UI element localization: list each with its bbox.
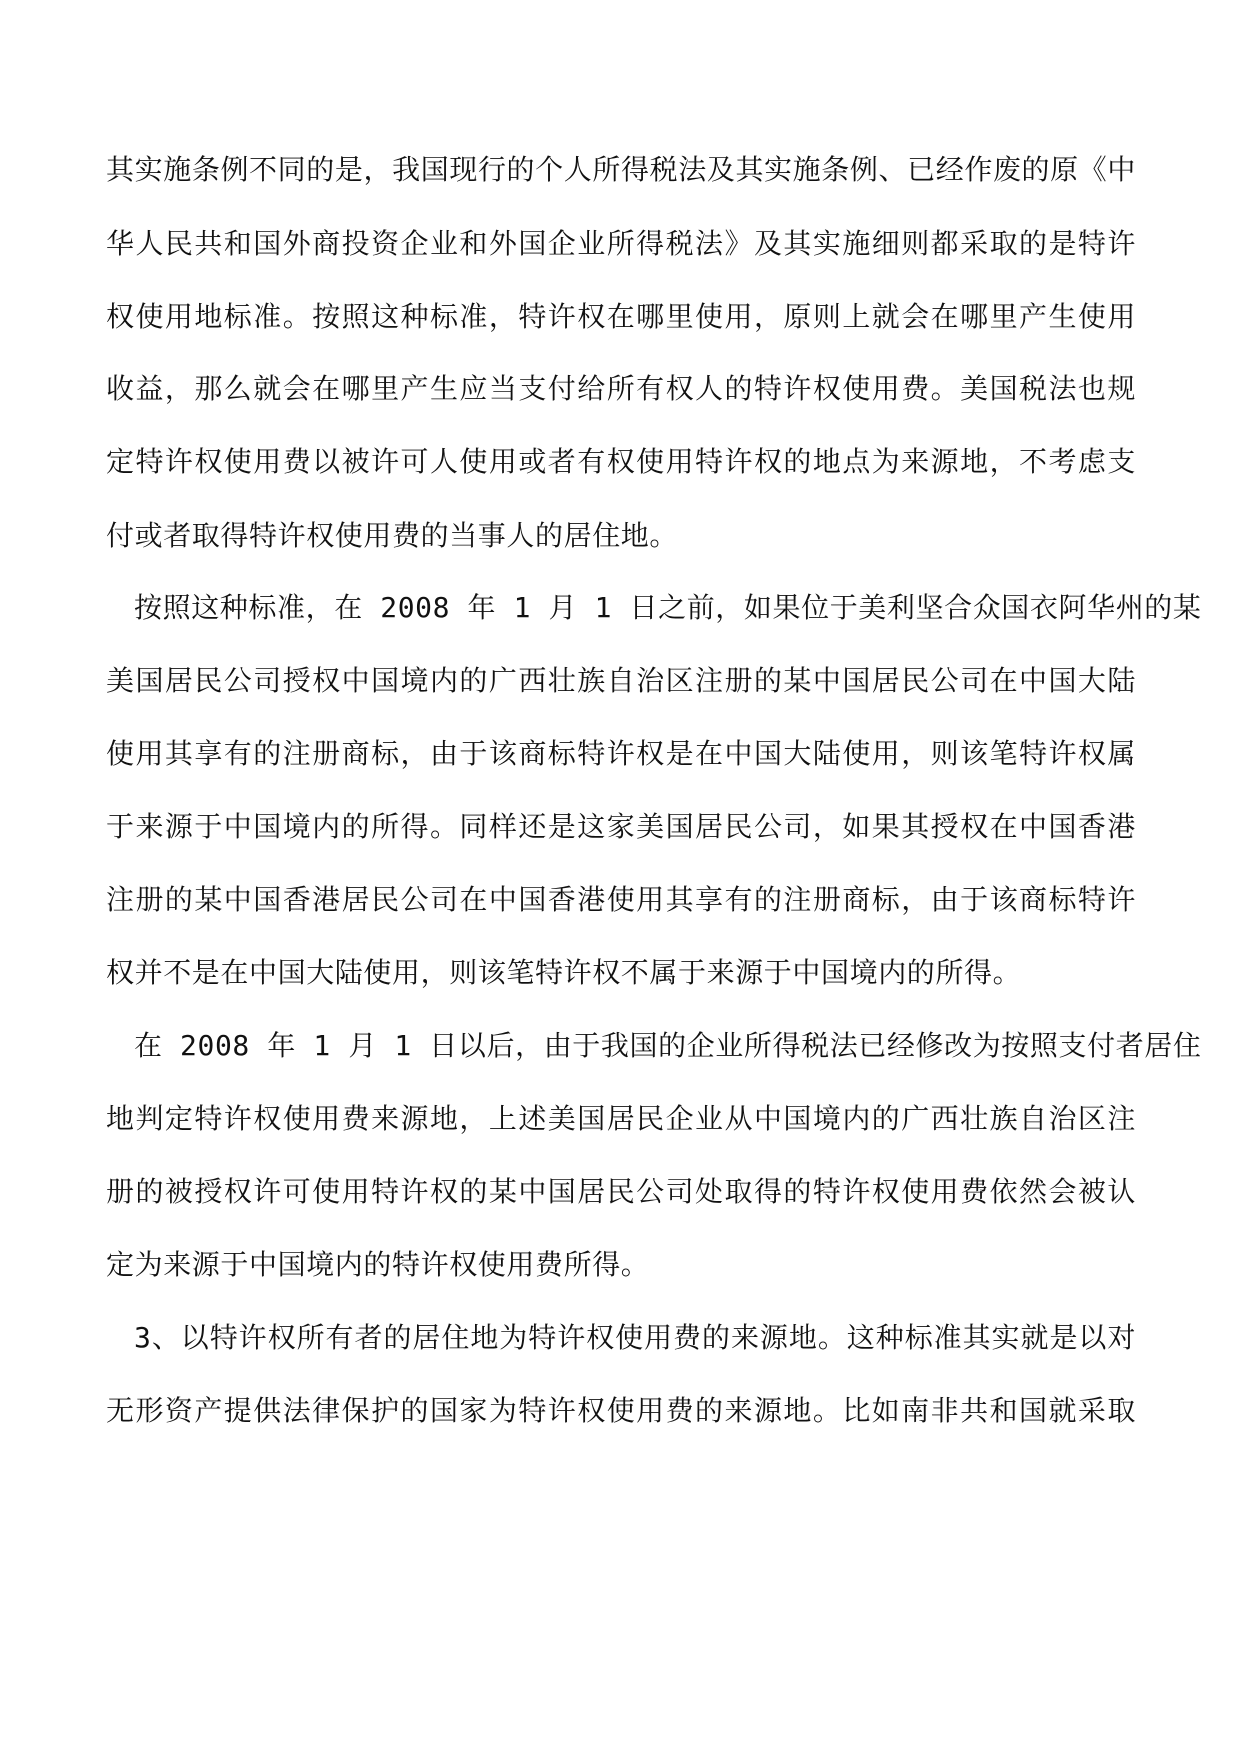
text-line: 定特许权使用费以被许可人使用或者有权使用特许权的地点为来源地，不考虑支	[106, 445, 1136, 478]
paragraph-first-line: 在 2008 年 1 月 1 日以后，由于我国的企业所得税法已经修改为按照支付者居住	[134, 1029, 1202, 1062]
text-line: 权并不是在中国大陆使用，则该笔特许权不属于来源于中国境内的所得。	[106, 956, 1022, 989]
text-line: 付或者取得特许权使用费的当事人的居住地。	[106, 519, 679, 552]
text-line: 定为来源于中国境内的特许权使用费所得。	[106, 1248, 650, 1281]
text-line: 地判定特许权使用费来源地，上述美国居民企业从中国境内的广西壮族自治区注	[106, 1102, 1136, 1135]
text-line: 于来源于中国境内的所得。同样还是这家美国居民公司，如果其授权在中国香港	[106, 810, 1136, 843]
text-line: 使用其享有的注册商标，由于该商标特许权是在中国大陆使用，则该笔特许权属	[106, 737, 1136, 770]
text-line: 收益，那么就会在哪里产生应当支付给所有权人的特许权使用费。美国税法也规	[106, 372, 1136, 405]
paragraph-first-line: 按照这种标准，在 2008 年 1 月 1 日之前，如果位于美利坚合众国衣阿华州的某	[134, 591, 1202, 624]
text-line: 权使用地标准。按照这种标准，特许权在哪里使用，原则上就会在哪里产生使用	[106, 300, 1136, 333]
text-line: 注册的某中国香港居民公司在中国香港使用其享有的注册商标，由于该商标特许	[106, 883, 1136, 916]
text-line: 册的被授权许可使用特许权的某中国居民公司处取得的特许权使用费依然会被认	[106, 1175, 1136, 1208]
text-line: 其实施条例不同的是，我国现行的个人所得税法及其实施条例、已经作废的原《中	[106, 153, 1136, 186]
text-line: 美国居民公司授权中国境内的广西壮族自治区注册的某中国居民公司在中国大陆	[106, 664, 1136, 697]
paragraph-first-line: 3、以特许权所有者的居住地为特许权使用费的来源地。这种标准其实就是以对	[134, 1321, 1136, 1354]
text-line: 华人民共和国外商投资企业和外国企业所得税法》及其实施细则都采取的是特许	[106, 227, 1136, 260]
text-line: 无形资产提供法律保护的国家为特许权使用费的来源地。比如南非共和国就采取	[106, 1394, 1136, 1427]
